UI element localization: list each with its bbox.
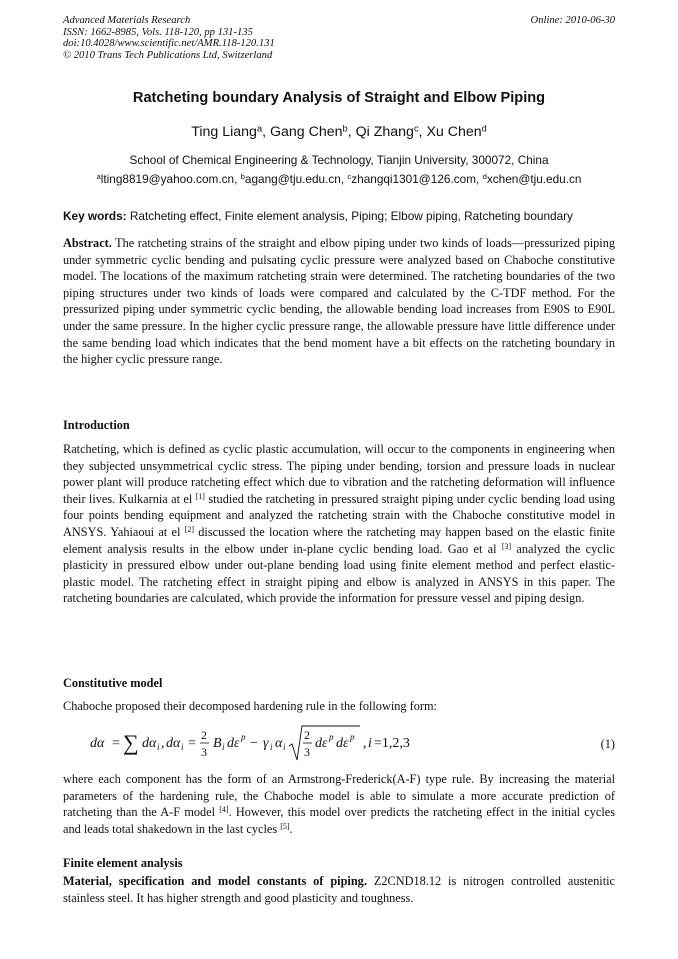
email-address[interactable]: zhangqi1301@126.com: [351, 172, 477, 186]
email-sup: c: [347, 172, 352, 182]
online-date: Online: 2010-06-30: [530, 15, 615, 26]
svg-text:dε: dε: [315, 736, 328, 751]
email-address[interactable]: agang@tju.edu.cn: [244, 172, 341, 186]
equation-number: (1): [600, 737, 615, 751]
author-name: Qi Zhang: [355, 124, 414, 140]
svg-text:dα: dα: [142, 736, 157, 751]
svg-text:i: i: [222, 742, 225, 752]
svg-text:i: i: [368, 736, 372, 751]
author-name: Gang Chen: [269, 124, 343, 140]
affiliation: School of Chemical Engineering & Technology, Tianjin University, 300072, China: [129, 153, 549, 167]
email-sup: a: [96, 172, 101, 182]
author-name: Xu Chen: [426, 124, 482, 140]
svg-text:γ: γ: [263, 736, 269, 751]
equation-formula: [90, 720, 430, 766]
citation-ref: [4]: [219, 805, 229, 815]
svg-text:2: 2: [304, 728, 310, 742]
introduction-heading: Introduction: [63, 418, 130, 432]
abstract-label: Abstract.: [63, 236, 112, 250]
introduction-paragraph: [63, 441, 615, 607]
svg-text:p: p: [329, 732, 334, 742]
svg-text:=: =: [112, 736, 120, 751]
fea-heading: Finite element analysis: [63, 856, 183, 870]
doi-line: doi:10.4028/www.scientific.net/AMR.118-120.131: [63, 38, 275, 50]
intro-text: discussed the location where the ratcheting may happen based on the elastic finite element analysis results in the elbow under in-plane cyclic bending load. Gao et al: [63, 524, 616, 556]
abstract-paragraph: [63, 235, 615, 368]
svg-text:i: i: [270, 742, 273, 752]
constitutive-intro: Chaboche proposed their decomposed hardening rule in the following form:: [63, 699, 437, 713]
citation-ref: [2]: [184, 524, 194, 534]
keywords-text: Ratcheting effect, Finite element analysis, Piping; Elbow piping, Ratcheting boundary: [129, 209, 573, 223]
svg-text:α: α: [275, 736, 283, 751]
svg-text:dα: dα: [90, 736, 105, 751]
journal-name: Advanced Materials Research: [63, 15, 191, 26]
equation-1: [90, 720, 615, 766]
svg-text:dε: dε: [227, 736, 240, 751]
citation-ref: [5]: [280, 821, 290, 831]
svg-text:p: p: [241, 732, 246, 742]
author-list: Ting Liang$^a$, Gang Chen$^b$, Qi Zhang$^c$, Xu Chen$^d$: [191, 123, 487, 140]
publication-metadata: [63, 15, 615, 61]
svg-text:p: p: [350, 732, 355, 742]
svg-text:i: i: [157, 742, 160, 752]
svg-text:dε: dε: [336, 736, 349, 751]
svg-text:3: 3: [304, 745, 310, 759]
author-sup: b: [342, 123, 348, 134]
constitutive-text: . However, this model over predicts the ratcheting effect in the initial cycles and leads total shakedown in the last cycles: [63, 805, 615, 836]
intro-text: analyzed the cyclic plasticity in pressured elbow under out-plane bending load using finite element method and perfect elastic-plastic model. The ratcheting effect in straight piping and elbow is analyzed in ANSYS in this paper. The ratcheting boundaries are calculated, which provide the information for pressure vessel and piping design.: [63, 541, 616, 606]
constitutive-paragraph: [63, 771, 615, 837]
intro-text: studied the ratcheting in pressured straight piping under cyclic bending load using four points bending equipment and analyzed the ratcheting strain with the Chaboche constitutive model in ANSYS. Yahiaoui at el: [63, 491, 616, 539]
copyright-line: © 2010 Trans Tech Publications Ltd, Switzerland: [63, 49, 273, 61]
issn-line: ISSN: 1662-8985, Vols. 118-120, pp 131-135: [63, 26, 253, 38]
svg-text:−: −: [250, 736, 258, 751]
email-address[interactable]: lting8819@yahoo.com.cn: [100, 172, 235, 186]
abstract-text: The ratcheting strains of the straight and elbow piping under two kinds of loads—pressurized piping under symmetric cyclic bending and pulsating cyclic pressure were analyzed based on Chaboche constitutive model. The locations of the maximum ratcheting strain were determined. The ratcheting boundaries of the two piping structures under two kinds of loads were compared and calculated by the C-TDF method. For the pressurized piping under symmetric cyclic bending, the allowable bending load increases from E90S to E90L under the same pressure. In the higher cyclic pressure range, the allowable pressure have little difference under the same bending load which indicates that the bend moment have a bit effects on the ratcheting boundary in the higher cyclic pressure range.: [63, 236, 615, 367]
fea-subheading: Material, specification and model constants of piping.: [63, 874, 367, 888]
svg-text:i: i: [283, 742, 286, 752]
email-sup: b: [240, 172, 245, 182]
fea-text: Z2CND18.12 is nitrogen controlled austenitic stainless steel. It has higher strength and good plasticity and toughness.: [63, 874, 615, 905]
citation-ref: [1]: [195, 491, 205, 501]
citation-ref: [3]: [501, 541, 512, 551]
keywords-label: Key words:: [63, 209, 127, 223]
svg-text:3: 3: [201, 745, 207, 759]
constitutive-text: .: [289, 821, 293, 836]
svg-text:B: B: [213, 736, 222, 751]
paper-title: Ratcheting boundary Analysis of Straight and Elbow Piping: [132, 90, 546, 106]
email-sup: d: [482, 172, 487, 182]
svg-text:=1,2,3: =1,2,3: [374, 736, 410, 751]
svg-text:i: i: [181, 742, 184, 752]
email-list: $^a$lting8819@yahoo.com.cn, $^b$agang@tju.edu.cn, $^c$zhangqi1301@126.com, $^d$xchen@tju.edu.cn: [96, 172, 582, 186]
author-sup: d: [481, 123, 487, 134]
svg-text:,: ,: [161, 736, 165, 751]
author-sup: a: [256, 123, 263, 134]
svg-text:=: =: [188, 736, 196, 751]
intro-text: Ratcheting, which is defined as cyclic plastic accumulation, will occur to the components in engineering when they subjected unsymmetrical cyclic stress. The piping under bending, torsion and pressure loads in nuclear power plant will produce ratcheting effect which due to vibration and the ratcheting deformation will influence their lives. Kulkarnia at el: [63, 442, 615, 506]
svg-text:2: 2: [201, 728, 207, 742]
constitutive-heading: Constitutive model: [63, 676, 163, 690]
constitutive-text: where each component has the form of an Armstrong-Frederick(A-F) type rule. By increasing the material parameters of the hardening rule, the Chaboche model is able to simulate a more accurate prediction of ratcheting than the A-F model: [63, 772, 615, 820]
svg-text:dα: dα: [166, 736, 181, 751]
keywords-line: [63, 209, 615, 223]
fea-paragraph: [63, 873, 615, 906]
author-sup: c: [413, 123, 419, 134]
svg-text:∑: ∑: [123, 730, 139, 755]
author-name: Ting Liang: [191, 124, 257, 140]
email-address[interactable]: xchen@tju.edu.cn: [486, 172, 582, 186]
svg-text:,: ,: [363, 736, 367, 751]
